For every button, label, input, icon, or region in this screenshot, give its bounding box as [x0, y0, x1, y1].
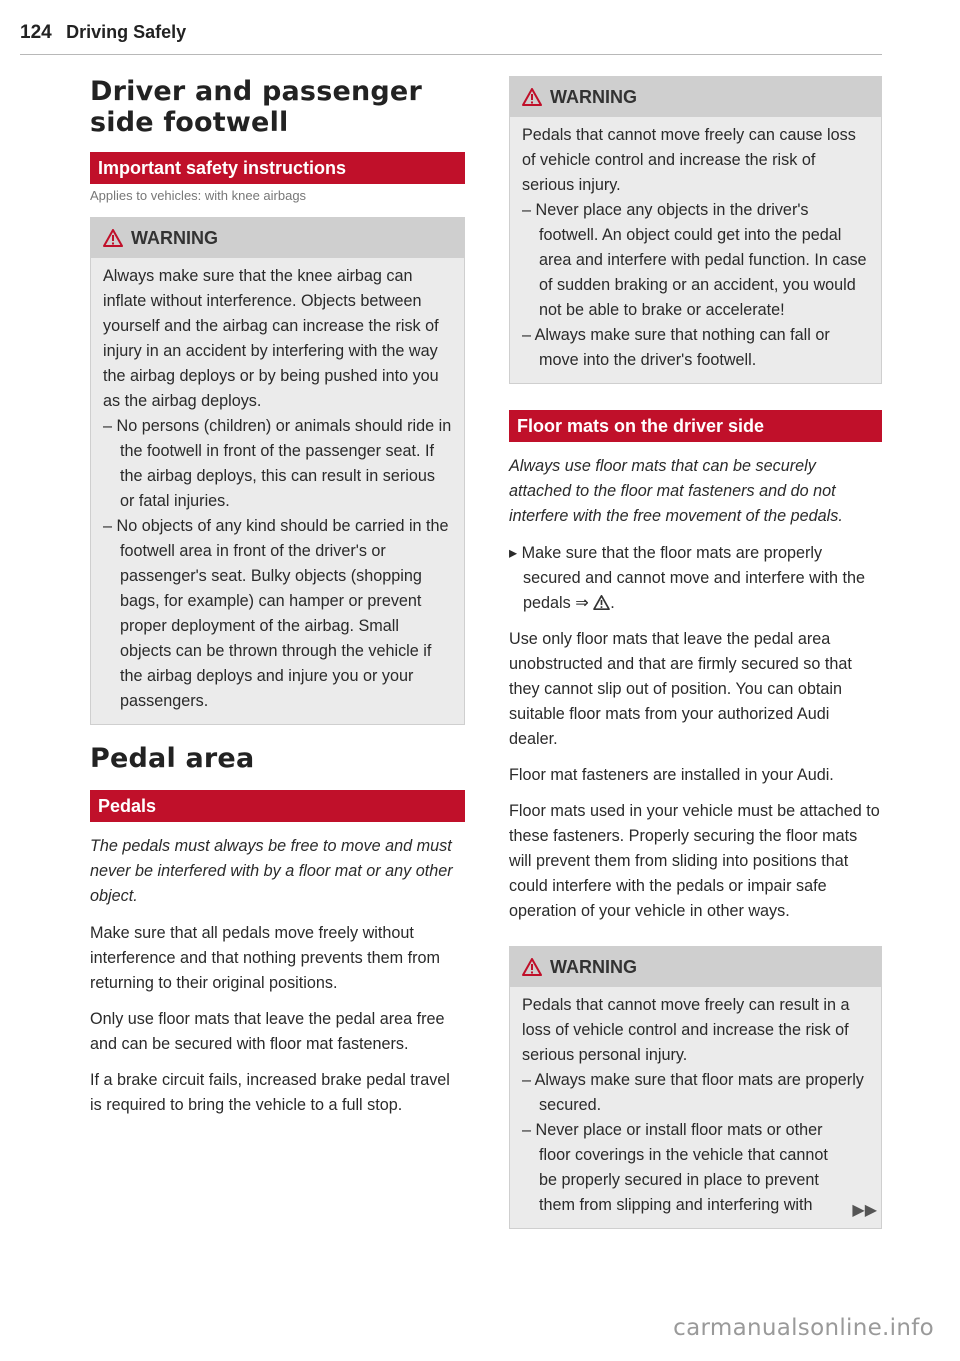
pedals-paragraph: Make sure that all pedals move freely without interference and that nothing prevents them from returning to their original positions.: [90, 924, 441, 992]
page-number: 124: [20, 22, 52, 43]
floor-mats-paragraph: Floor mat fasteners are installed in your Audi.: [509, 766, 834, 784]
warning-bullet: – No objects of any kind should be carried in the footwell area in front of the driver's or passenger's seat. Bulky objects (shopping bags, for example) can hamper or prevent proper deployment of the airbag. Small objects can be thrown through the vehicle if the airbag deploys and injure you or your passengers.: [103, 517, 449, 710]
floor-mat-warning-box: [509, 946, 882, 1229]
important-safety-heading: Important safety instructions: [90, 152, 465, 184]
footwell-title-line2: side footwell: [90, 107, 289, 138]
warning-title: WARNING: [550, 86, 637, 107]
footwell-title: [90, 76, 465, 138]
pedal-area-title: Pedal area: [90, 743, 255, 774]
watermark: carmanualsonline.info: [673, 1315, 934, 1341]
section-title: Driving Safely: [66, 22, 187, 42]
pedals-heading: Pedals: [90, 790, 465, 822]
warning-triangle-icon: [593, 595, 610, 610]
page-header: [20, 22, 882, 55]
pedals-paragraph: Only use floor mats that leave the pedal area free and can be secured with floor mat fasteners.: [90, 1010, 445, 1053]
warning-triangle-icon: [522, 88, 542, 106]
left-column: [90, 76, 465, 1118]
floor-mats-paragraph: Use only floor mats that leave the pedal area unobstructed and that are firmly secured so that they cannot slip out of position. You can obtain suitable floor mats from your authorized Audi dealer.: [509, 630, 852, 748]
footwell-title-line1: Driver and passenger: [90, 76, 422, 107]
knee-airbag-warning-box: [90, 217, 465, 725]
warning-body: [91, 258, 464, 724]
warning-intro: Pedals that cannot move freely can cause loss of vehicle control and increase the risk of serious injury.: [522, 126, 856, 194]
floor-mats-intro: Always use floor mats that can be securely attached to the floor mat fasteners and do not interfere with the free movement of the pedals.: [509, 457, 843, 525]
pedal-warning-box: [509, 76, 882, 384]
warning-intro: Pedals that cannot move freely can result in a loss of vehicle control and increase the risk of serious personal injury.: [522, 996, 850, 1064]
warning-header: [510, 947, 881, 987]
floor-mats-step: ▸ Make sure that the floor mats are properly secured and cannot move and interfere with the pedals ⇒ .: [509, 544, 865, 612]
warning-header: [91, 218, 464, 258]
warning-bullet: – Never place or install floor mats or other floor coverings in the vehicle that cannot be properly secured in place to prevent them from slipping and interfering with: [522, 1121, 828, 1214]
warning-title: WARNING: [550, 956, 637, 977]
warning-bullet: – Always make sure that nothing can fall or move into the driver's footwell.: [522, 326, 830, 369]
pedals-intro: The pedals must always be free to move and must never be interfered with by a floor mat or any other object.: [90, 837, 453, 905]
warning-triangle-icon: [522, 958, 542, 976]
warning-title: WARNING: [131, 227, 218, 248]
warning-header: [510, 77, 881, 117]
warning-triangle-icon: [103, 229, 123, 247]
continue-arrow-icon: ▶▶: [852, 1202, 877, 1219]
warning-bullet: – Always make sure that floor mats are properly secured.: [522, 1071, 864, 1114]
applies-to-note: Applies to vehicles: with knee airbags: [90, 188, 307, 203]
warning-bullet: – Never place any objects in the driver's footwell. An object could get into the pedal area and interfere with pedal function. In case of sudden braking or an accident, you would not be able to brake or accelerate!: [522, 201, 867, 319]
warning-body: [510, 117, 881, 383]
floor-mats-paragraph: Floor mats used in your vehicle must be attached to these fasteners. Properly securing the floor mats will prevent them from sliding into positions that could interfere with the pedals or impair safe operation of your vehicle in other ways.: [509, 802, 880, 920]
warning-body: [510, 987, 881, 1228]
floor-mats-heading: Floor mats on the driver side: [509, 410, 882, 442]
right-column: [509, 76, 882, 1229]
pedals-paragraph: If a brake circuit fails, increased brake pedal travel is required to bring the vehicle to a full stop.: [90, 1071, 450, 1114]
warning-bullet: – No persons (children) or animals should ride in the footwell in front of the passenger seat. If the airbag deploys, this can result in serious or fatal injuries.: [103, 417, 452, 510]
floor-mats-step-text: ▸ Make sure that the floor mats are properly secured and cannot move and interfere with the pedals ⇒: [509, 544, 865, 612]
warning-intro: Always make sure that the knee airbag can inflate without interference. Objects between yourself and the airbag can increase the risk of injury in an accident by interfering with the way the airbag deploys or by being pushed into you as the airbag deploys.: [103, 267, 439, 410]
